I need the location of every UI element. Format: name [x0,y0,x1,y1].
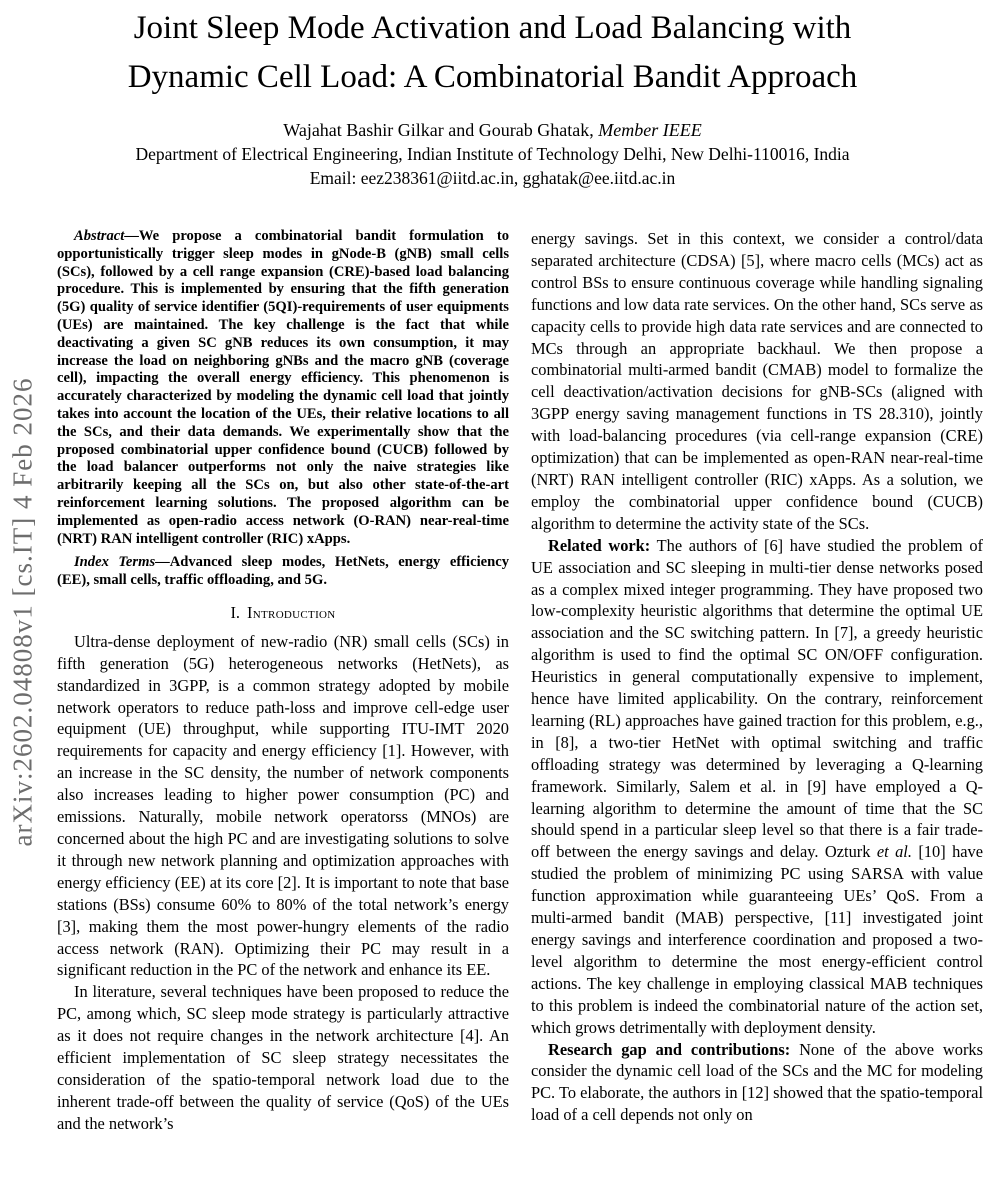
paper-header [0,0,985,190]
affiliation-line: Department of Electrical Engineering, Indian Institute of Technology Delhi, New Delhi-110016, India [135,144,850,164]
paper-title [0,4,985,102]
related-work-paragraph: Related work: The authors of [6] have studied the problem of UE association and SC sleeping in multi-tier dense networks posed as a complex mixed integer programming. They have proposed two low-complexity heuristic algorithms that determine the optimal UE association and the SC switching pattern. In [7], a greedy heuristic algorithm is used to find the optimal SC ON/OFF configuration. Heuristics in general computationally expensive to implement, hence have limited applicability. On the contrary, reinforcement learning (RL) approaches have gained traction for this problem, e.g., in [8], a two-tier HetNet with optimal switching and traffic offloading strategy was determined by leveraging a Q-learning framework. Similarly, Salem et al. in [9] have employed a Q-learning algorithm to determine the amount of time that the SC should spend in a particular sleep level so that there is a fair trade-off between the energy savings and delay. Ozturk et al. [10] have studied the problem of minimizing PC using SARSA with value function approximation while guaranteeing UEs’ QoS. From a multi-armed bandit (MAB) perspective, [11] investigated joint energy savings and interference coordination and proposed a two-level algorithm to determine the most energy-efficient control actions. The key challenge in employing classical MAB techniques to this problem is indeed the combinatorial nature of the action set, which grows detrimentally with deployment density. [531,535,984,1037]
intro-continuation-paragraph: energy savings. Set in this context, we consider a control/data separated architecture (CDSA) [5], where macro cells (MCs) act as control BSs to ensure continuous coverage while handling signaling functions and low data rate services. On the other hand, SCs serve as capacity cells to provide high data rate services and are connected to MCs through an appropriate backhaul. We then propose a combinatorial multi-armed bandit (CMAB) model to formalize the cell deactivation/activation decisions for gNB-SCs (aligned with 3GPP energy saving management functions in TS 28.310), jointly with load-balancing procedures (via cell-range expansion (CRE) optimization) that can be implemented as open-RAN near-real-time (NRT) RAN intelligent controller (RIC) xApps. As a solution, we employ the combinatorial upper confidence bound (CUCB) algorithm to determine the activity state of the SCs. [531,229,983,533]
intro-paragraph-1: Ultra-dense deployment of new-radio (NR) small cells (SCs) in fifth generation (5G) heterogeneous networks (HetNets), as standardized in 3GPP, is a common strategy adopted by mobile network operators to reduce path-loss and improve cell-edge user equipment (UE) throughput, while supporting ITU-IMT 2020 requirements for capacity and energy efficiency [1]. However, with an increase in the SC density, the number of network components also increases leading to higher power consumption (PC) and emissions. Naturally, mobile network operatorss (MNOs) are concerned about the high PC and are investigating solutions to solve it through new network planning and optimization approaches with energy efficiency (EE) at its core [2]. It is important to note that base stations (BSs) consume 60% to 80% of the total network’s energy [3], making them the most power-hungry elements of the radio access network (RAN). Optimizing their PC may result in a significant reduction in the PC of the network and enhance its EE. [57,631,509,980]
arxiv-watermark: arXiv:2602.04808v1 [cs.IT] 4 Feb 2026 [7,377,38,847]
title-line-1: Joint Sleep Mode Activation and Load Balancing with [133,10,852,46]
section-title: Introduction [247,602,336,622]
email-line: Email: eez238361@iitd.ac.in, gghatak@ee.iitd.ac.in [309,168,676,188]
right-column [531,228,983,1135]
two-column-body [57,228,983,1135]
index-terms-paragraph: Index Terms—Advanced sleep modes, HetNets, energy efficiency (EE), small cells, traffic offloading, and 5G. [57,554,509,589]
research-gap-paragraph: Research gap and contributions: None of the above works consider the dynamic cell load of the SCs and the MC for modeling PC. To elaborate, the authors in [12] showed that the spatio-temporal load of a cell depends not only on [531,1039,983,1125]
abstract-paragraph: Abstract—We propose a combinatorial bandit formulation to opportunistically trigger sleep modes in gNode-B (gNB) small cells (SCs), followed by a cell range expansion (CRE)-based load balancing procedure. This is implemented by ensuring that the fifth generation (5G) quality of service identifier (5QI)-requirements of user equipments (UEs) are maintained. The key challenge is the fact that while deactivating a given SC gNB reduces its own consumption, it may increase the load on neighboring gNBs and the macro gNB (coverage cell), impacting the overall energy efficiency. This phenomenon is accurately characterized by modeling the dynamic cell load that jointly takes into account the location of the UEs, their relative locations to all the SCs, and their data demands. We experimentally show that the proposed combinatorial upper confidence bound (CUCB) followed by the load balancer outperforms not only the naive strategies like arbitrarily keeping all the SCs on, but also other state-of-the-art reinforcement learning solutions. The proposed algorithm can be implemented as open-radio access network (O-RAN) near-real-time (NRT) RAN intelligent controller (RIC) xApps. [57,228,509,547]
byline-block [0,118,985,190]
title-line-2: Dynamic Cell Load: A Combinatorial Bandit Approach [127,59,858,95]
section-number: I. [230,602,241,622]
left-column [57,228,509,1135]
introduction-heading [57,602,509,624]
authors-line: Wajahat Bashir Gilkar and Gourab Ghatak, Member IEEE [283,120,702,140]
intro-paragraph-2: In literature, several techniques have been proposed to reduce the PC, among which, SC sleep mode strategy is particularly attractive as it does not require changes in the network architecture [4]. An efficient implementation of SC sleep strategy necessitates the consideration of the spatio-temporal network load due to the inherent trade-off between the quality of service (QoS) of the UEs and the network’s [57,982,509,1133]
